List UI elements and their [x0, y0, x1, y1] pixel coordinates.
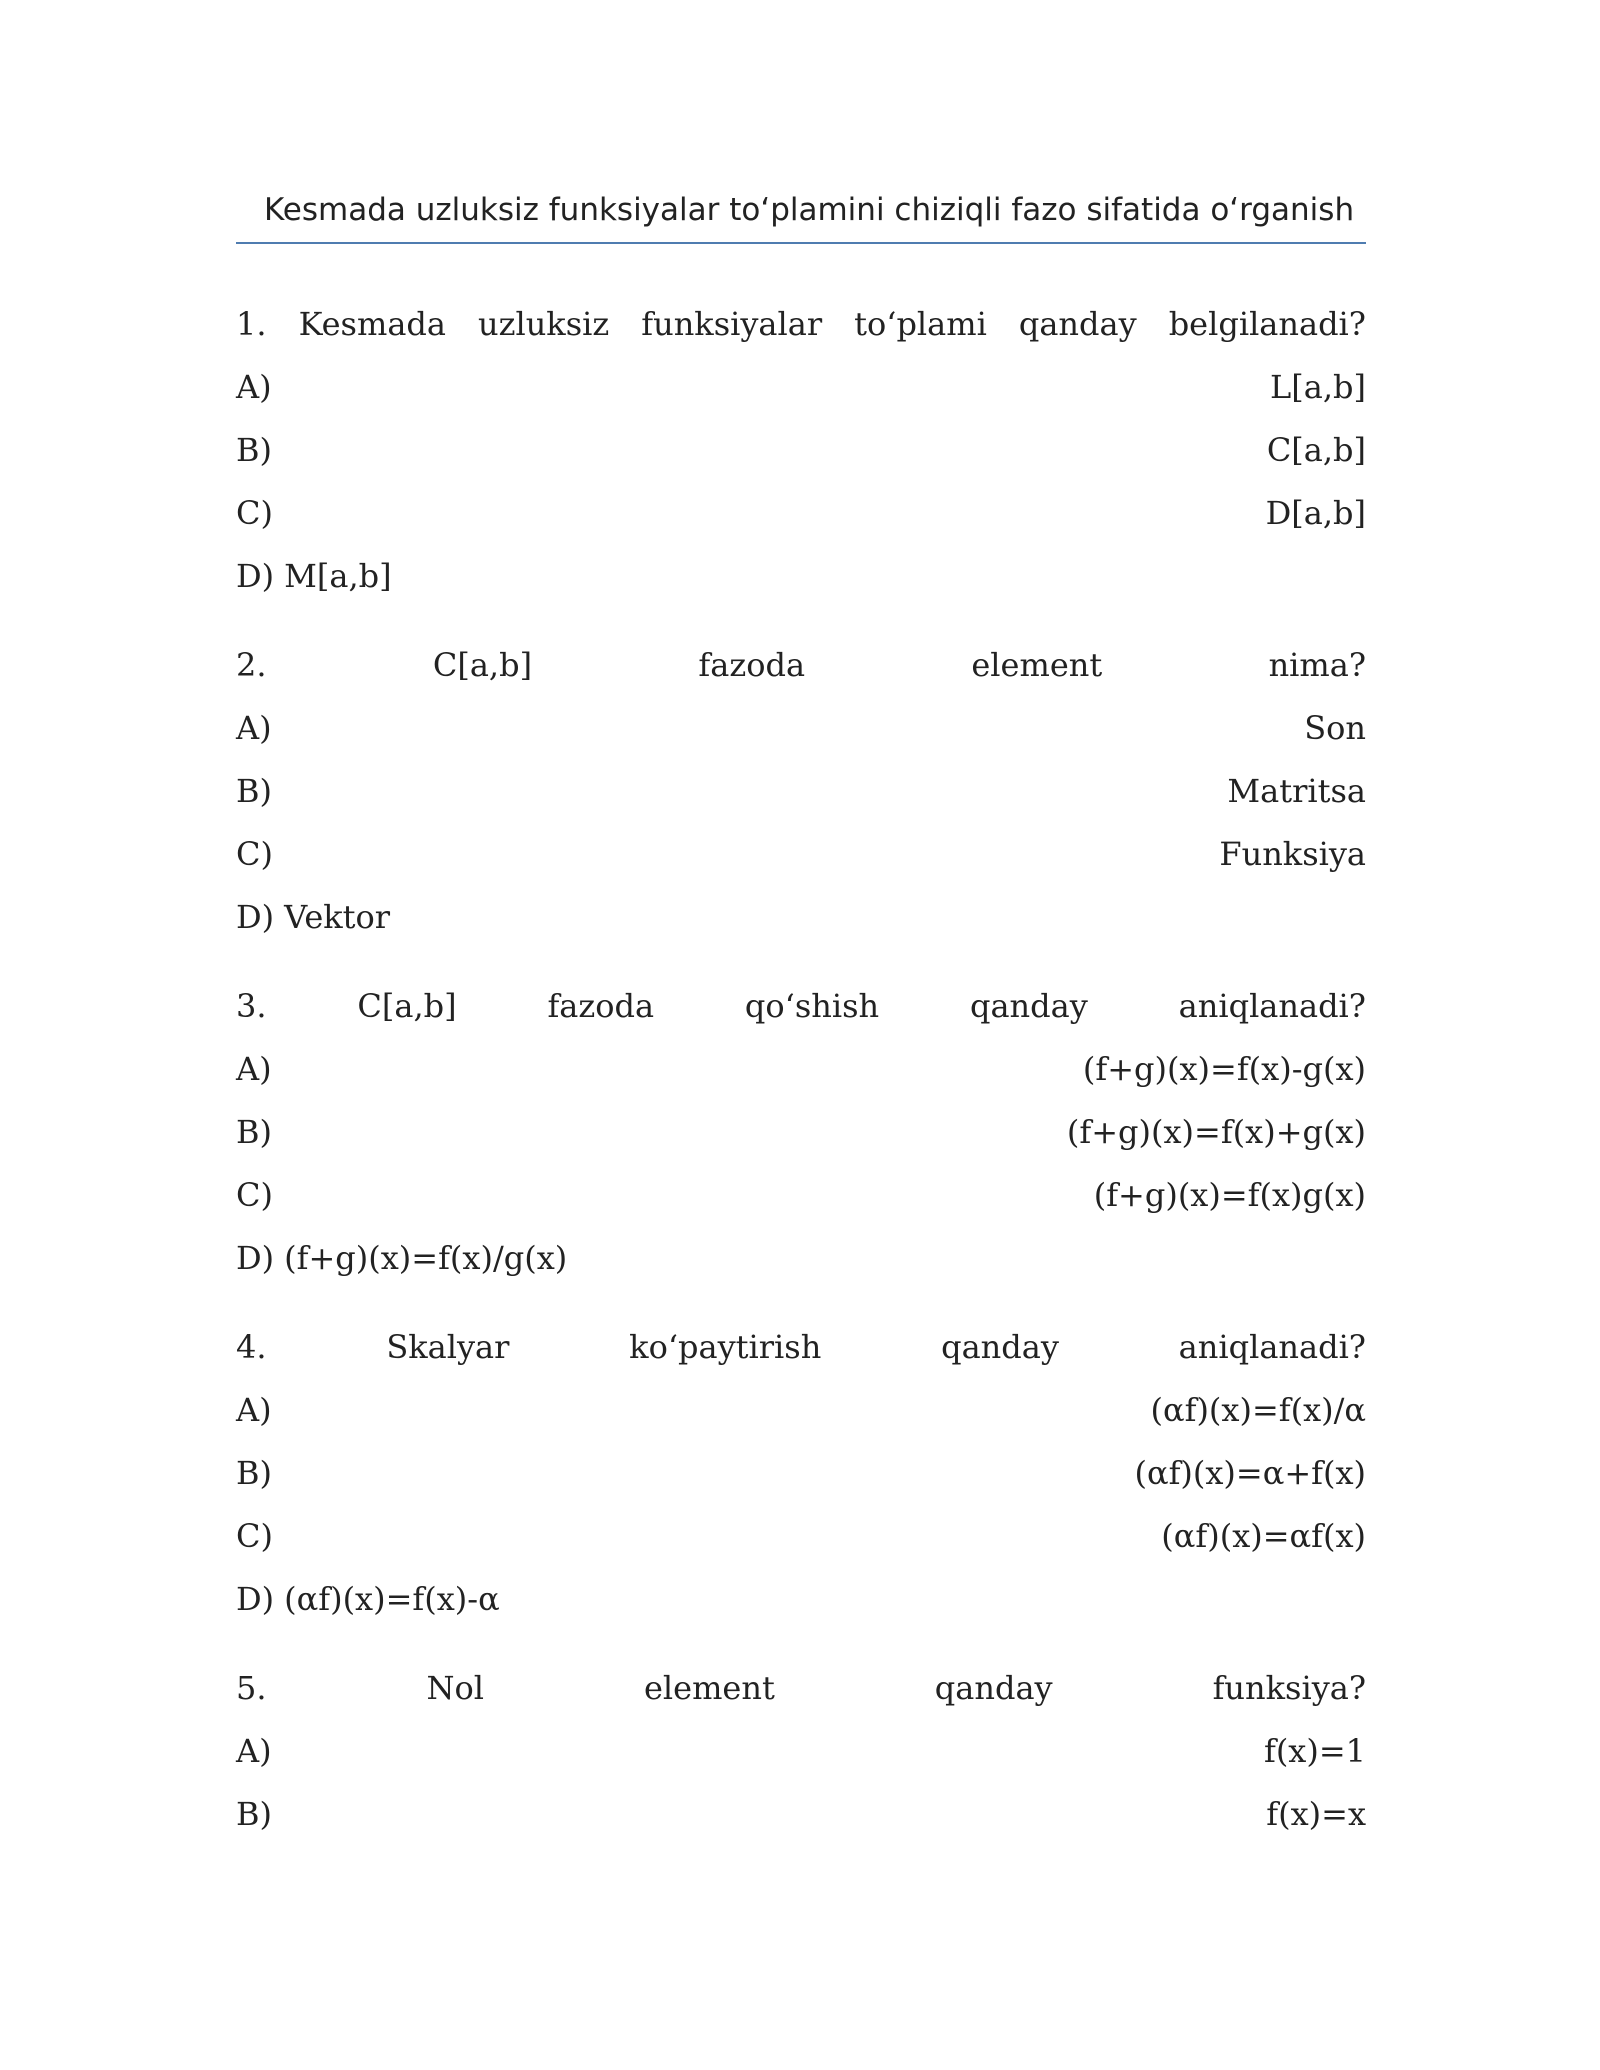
- option-label: A): [236, 709, 272, 747]
- question-word: element: [971, 646, 1103, 684]
- option-a: [236, 697, 1366, 760]
- option-d: [236, 886, 1366, 949]
- page-header: [236, 182, 1366, 244]
- question-word: to‘plami: [854, 305, 987, 343]
- option-label: C): [236, 494, 273, 532]
- question-word: fazoda: [698, 646, 806, 684]
- question-number: 1.: [236, 305, 267, 343]
- option-text: (αf)(x)=αf(x): [1161, 1517, 1366, 1555]
- question-text: [236, 1657, 1366, 1720]
- option-text: (f+g)(x)=f(x)g(x): [1093, 1176, 1366, 1214]
- option-text: L[a,b]: [1270, 368, 1366, 406]
- option-text: f(x)=1: [1263, 1732, 1366, 1770]
- option-c: [236, 1164, 1366, 1227]
- option-b: [236, 1442, 1366, 1505]
- question-word: qanday: [934, 1669, 1053, 1707]
- option-text: Matritsa: [1227, 772, 1366, 810]
- option-text: (αf)(x)=α+f(x): [1134, 1454, 1366, 1492]
- option-text: (f+g)(x)=f(x)+g(x): [1066, 1113, 1366, 1151]
- option-label: A): [236, 1391, 272, 1429]
- option-label: D): [236, 1239, 275, 1277]
- option-a: [236, 1379, 1366, 1442]
- question-word: nima?: [1268, 646, 1366, 684]
- option-text: Funksiya: [1219, 835, 1366, 873]
- option-label: C): [236, 1176, 273, 1214]
- question-word: uzluksiz: [477, 305, 610, 343]
- option-label: C): [236, 835, 273, 873]
- question-2: [236, 634, 1366, 949]
- question-word: fazoda: [547, 987, 655, 1025]
- option-label: A): [236, 1050, 272, 1088]
- option-c: [236, 823, 1366, 886]
- option-label: A): [236, 368, 272, 406]
- question-word: aniqlanadi?: [1178, 1328, 1366, 1366]
- question-word: ko‘paytirish: [629, 1328, 822, 1366]
- option-text: (αf)(x)=f(x)/α: [1150, 1391, 1366, 1429]
- option-text: D[a,b]: [1265, 494, 1366, 532]
- question-word: funksiya?: [1212, 1669, 1366, 1707]
- option-text: Vektor: [284, 898, 391, 936]
- option-label: D): [236, 557, 275, 595]
- question-5: [236, 1657, 1366, 1846]
- option-b: [236, 1101, 1366, 1164]
- question-word: Nol: [426, 1669, 484, 1707]
- option-label: B): [236, 1113, 272, 1151]
- option-c: [236, 482, 1366, 545]
- question-word: belgilanadi?: [1168, 305, 1366, 343]
- question-number: 2.: [236, 646, 267, 684]
- option-b: [236, 419, 1366, 482]
- option-label: B): [236, 431, 272, 469]
- question-4: [236, 1316, 1366, 1631]
- option-text: (f+g)(x)=f(x)/g(x): [284, 1239, 568, 1277]
- option-text: Son: [1304, 709, 1366, 747]
- question-word: funksiyalar: [641, 305, 823, 343]
- question-3: [236, 975, 1366, 1290]
- option-text: (f+g)(x)=f(x)-g(x): [1082, 1050, 1366, 1088]
- question-text: [236, 293, 1366, 356]
- option-a: [236, 356, 1366, 419]
- option-d: [236, 545, 1366, 608]
- option-label: D): [236, 898, 275, 936]
- question-number: 5.: [236, 1669, 267, 1707]
- question-text: [236, 634, 1366, 697]
- option-label: B): [236, 772, 272, 810]
- option-text: C[a,b]: [1266, 431, 1366, 469]
- option-label: B): [236, 1454, 272, 1492]
- question-text: [236, 1316, 1366, 1379]
- option-b: [236, 1783, 1366, 1846]
- page-title: Kesmada uzluksiz funksiyalar to‘plamini chiziqli fazo sifatida o‘rganish: [264, 192, 1355, 228]
- question-word: C[a,b]: [432, 646, 533, 684]
- question-word: qanday: [969, 987, 1088, 1025]
- question-word: qo‘shish: [744, 987, 880, 1025]
- question-1: [236, 293, 1366, 608]
- question-word: C[a,b]: [357, 987, 457, 1025]
- option-d: [236, 1227, 1366, 1290]
- question-number: 4.: [236, 1328, 267, 1366]
- question-word: qanday: [941, 1328, 1059, 1366]
- option-text: (αf)(x)=f(x)-α: [284, 1580, 500, 1618]
- question-number: 3.: [236, 987, 267, 1025]
- option-d: [236, 1568, 1366, 1631]
- question-word: aniqlanadi?: [1178, 987, 1366, 1025]
- option-text: f(x)=x: [1266, 1795, 1366, 1833]
- option-label: C): [236, 1517, 273, 1555]
- question-text: [236, 975, 1366, 1038]
- option-c: [236, 1505, 1366, 1568]
- question-word: Kesmada: [298, 305, 446, 343]
- question-word: qanday: [1018, 305, 1137, 343]
- option-label: D): [236, 1580, 275, 1618]
- option-a: [236, 1038, 1366, 1101]
- question-word: element: [643, 1669, 775, 1707]
- question-word: Skalyar: [386, 1328, 510, 1366]
- option-b: [236, 760, 1366, 823]
- option-a: [236, 1720, 1366, 1783]
- option-label: B): [236, 1795, 272, 1833]
- option-text: M[a,b]: [284, 557, 392, 595]
- option-label: A): [236, 1732, 272, 1770]
